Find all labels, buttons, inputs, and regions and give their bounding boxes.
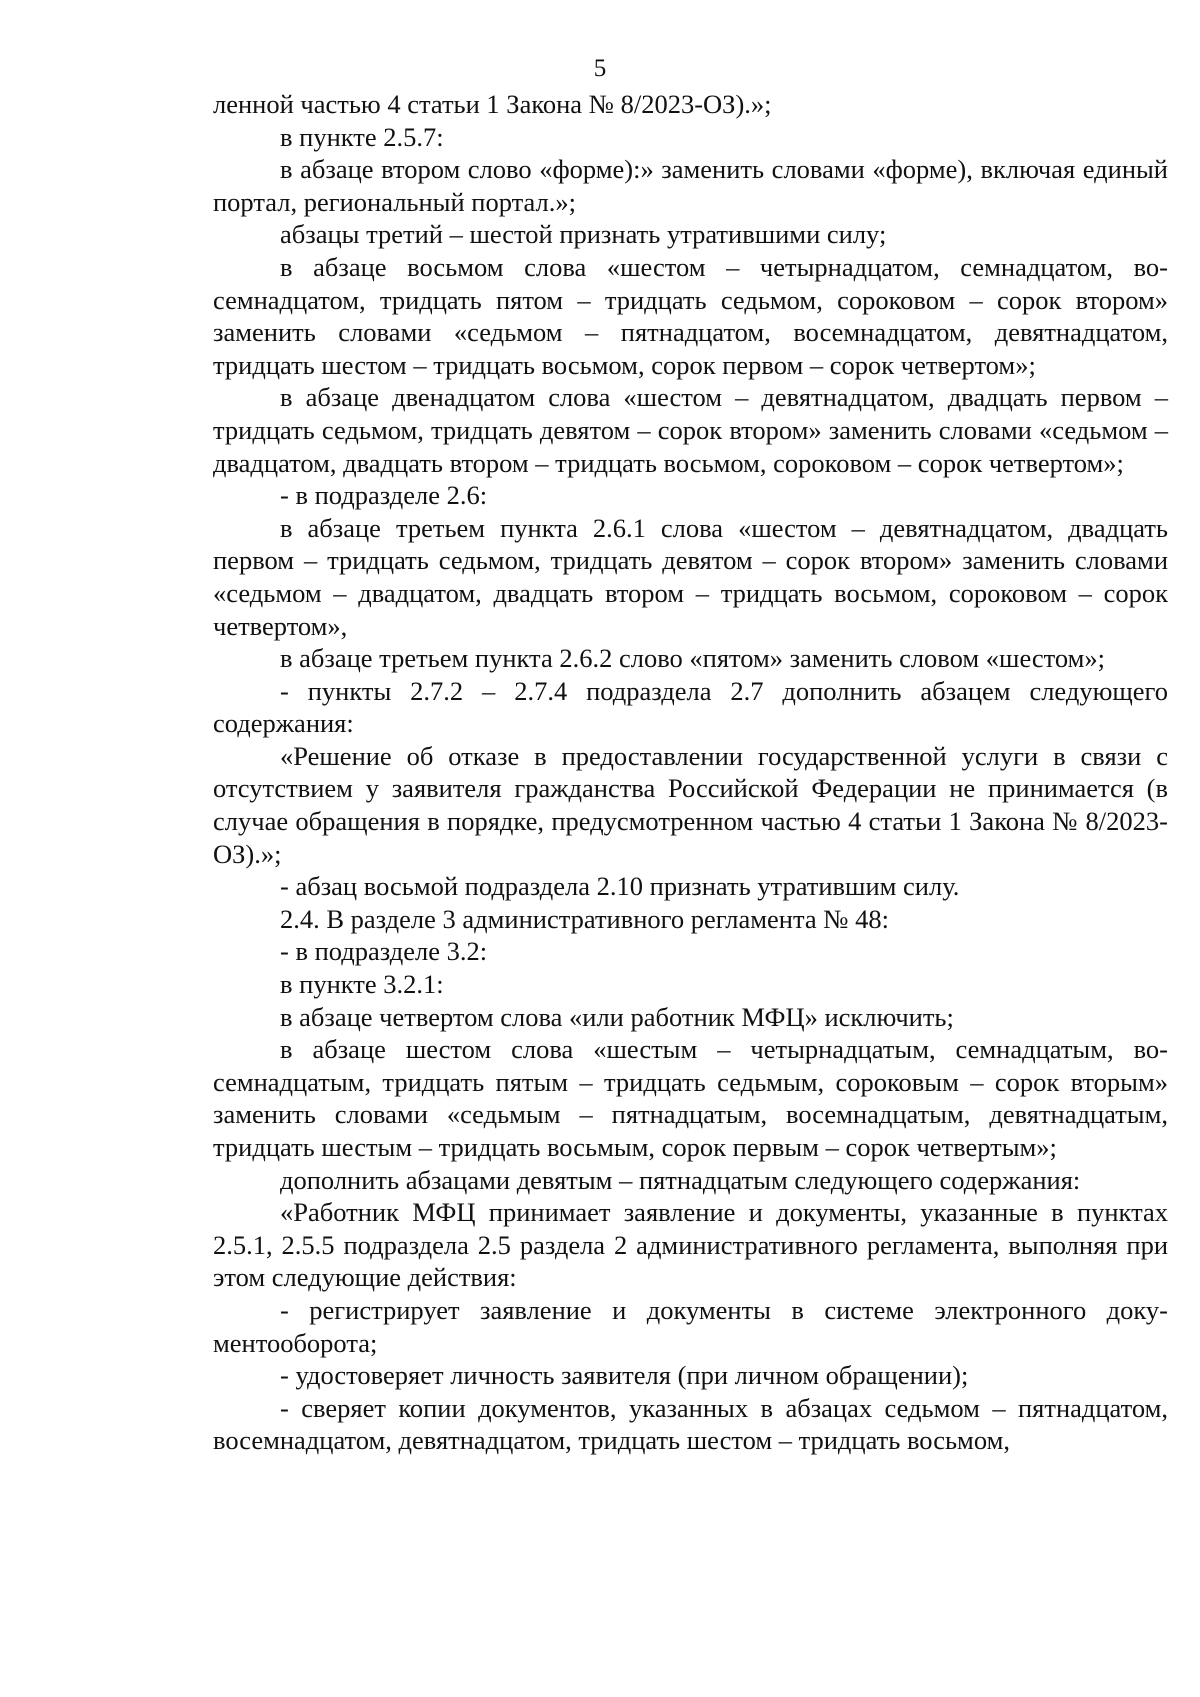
paragraph: - пункты 2.7.2 – 2.7.4 подраздела 2.7 дополнить абзацем следующего содержания: — [213, 675, 1168, 739]
paragraph: - удостоверяет личность заявителя (при личном обращении); — [280, 1360, 969, 1391]
paragraph: «Работник МФЦ принимает заявление и документы, указанные в пунктах 2.5.1, 2.5.5 подраздела 2.5 раздела 2 административного регламента, выполняя при этом следующие действия: — [213, 1197, 1168, 1293]
paragraph: - абзац восьмой подраздела 2.10 признать утратившим силу. — [280, 871, 960, 902]
paragraph: - регистрирует заявление и документы в системе электронного документооборота; — [213, 1294, 1168, 1358]
paragraph: - сверяет копии документов, указанных в абзацах седьмом – пятнадцатом, восемнадцатом, девятнадцатом, тридцать шестом – тридцать восьмом, — [213, 1392, 1168, 1456]
paragraph: в абзаце двенадцатом слова «шестом – девятнадцатом, двадцать первом – тридцать седьмом, тридцать девятом – сорок втором» заменить словами «седьмом – двадцатом, двадцать втором – тридцать восьмом, сороковом – сорок четвертом»; — [213, 382, 1168, 478]
paragraph: в абзаце четвертом слова «или работник МФЦ» исключить; — [280, 1001, 954, 1032]
paragraph: - в подразделе 3.2: — [280, 936, 488, 967]
paragraph: в абзаце восьмом слова «шестом – четырнадцатом, семнадцатом, восемнадцатом, тридцать пятом – тридцать седьмом, сороковом – сорок втором» заменить словами «седьмом – пятнадцатом, восемнадцатом, девятнадцатом, тридцать шестом – тридцать восьмом, сорок первом – сорок четвертом»; — [213, 251, 1168, 380]
paragraph: в абзаце третьем пункта 2.6.2 слово «пятом» заменить словом «шестом»; — [280, 643, 1105, 674]
paragraph: в пункте 2.5.7: — [280, 121, 444, 152]
document-body — [213, 88, 1168, 1457]
paragraph: в пункте 3.2.1: — [280, 969, 444, 1000]
page-number: 5 — [593, 55, 607, 82]
paragraph: в абзаце втором слово «форме):» заменить словами «форме), включая единый портал, региональный портал.»; — [213, 154, 1168, 217]
paragraph: абзацы третий – шестой признать утратившими силу; — [280, 219, 887, 250]
paragraph: в абзаце шестом слова «шестым – четырнадцатым, семнадцатым, восемнадцатым, тридцать пятым – тридцать седьмым, сороковым – сорок вторым» заменить словами «седьмым – пятнадцатым, восемнадцатым, девятнадцатым, тридцать шестым – тридцать восьмым, сорок первым – сорок четвертым»; — [213, 1034, 1168, 1162]
paragraph: «Решение об отказе в предоставлении государственной услуги в связи с отсутствием у заявителя гражданства Российской Федерации не принимается (в случае обращения в порядке, предусмотренном частью 4 статьи 1 Закона № 8/2023-ОЗ).»; — [213, 740, 1168, 869]
paragraph: 2.4. В разделе 3 административного регламента № 48: — [280, 903, 890, 934]
paragraph: в абзаце третьем пункта 2.6.1 слова «шестом – девятнадцатом, двадцать первом – тридцать седьмом, тридцать девятом – сорок втором» заменить словами «седьмом – двадцатом, двадцать втором – тридцать восьмом, сороковом – сорок четвертом», — [213, 512, 1168, 641]
paragraph: дополнить абзацами девятым – пятнадцатым следующего содержания: — [280, 1164, 1081, 1195]
paragraph-continuation: ленной частью 4 статьи 1 Закона № 8/2023-ОЗ).»; — [213, 89, 772, 119]
paragraph: - в подразделе 2.6: — [280, 480, 488, 511]
